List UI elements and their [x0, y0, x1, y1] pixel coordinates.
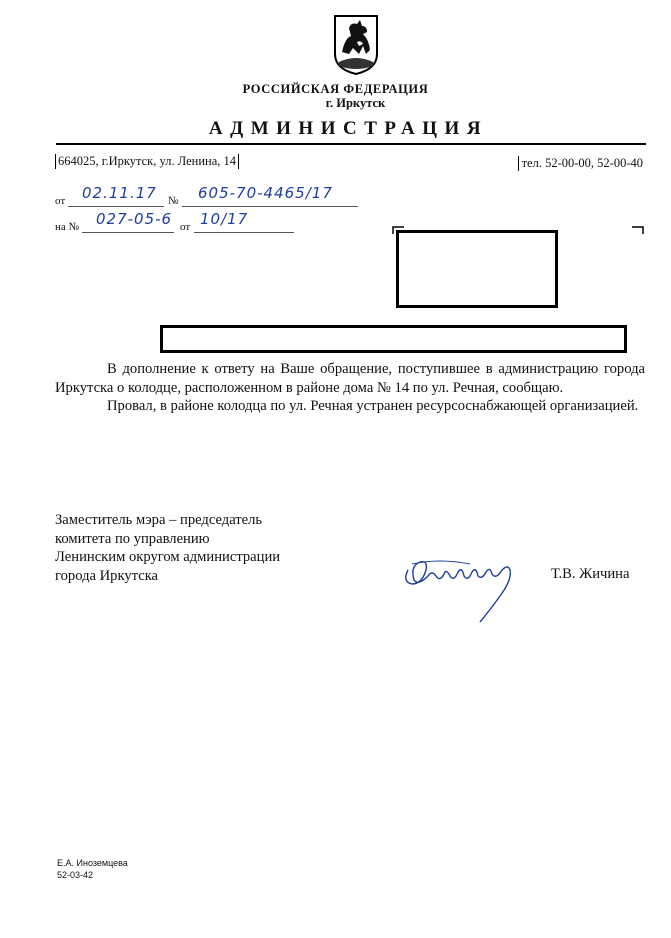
from-date-handwritten: 02.11.17	[82, 184, 157, 202]
signatory-title	[55, 511, 280, 585]
on-from-field	[194, 210, 294, 233]
number-label: №	[168, 195, 179, 207]
on-number-handwritten: 027-05-6	[96, 210, 173, 228]
address-text: 664025, г.Иркутск, ул. Ленина, 14	[55, 154, 239, 169]
number-field	[182, 184, 358, 207]
body-paragraph-2: Провал, в районе колодца по ул. Речная устранен ресурсоснабжающей организацией.	[107, 398, 639, 414]
coat-of-arms-emblem	[333, 14, 379, 76]
executor-info	[57, 857, 128, 881]
addressee-redaction	[396, 230, 558, 308]
address-corner-right	[632, 226, 644, 234]
from-field	[68, 184, 164, 207]
header-divider	[56, 143, 646, 145]
number-handwritten: 605-70-4465/17	[198, 184, 333, 202]
executor-name: Е.А. Иноземцева	[57, 858, 128, 868]
phone-text: тел. 52-00-00, 52-00-40	[518, 156, 643, 171]
executor-phone: 52-03-42	[57, 870, 94, 880]
from-label: от	[55, 195, 66, 207]
on-number-label: на №	[55, 221, 80, 233]
handwritten-signature	[400, 540, 520, 625]
signatory-line-2: комитета по управлению	[55, 530, 210, 547]
on-number-field	[82, 210, 174, 233]
signatory-line-4: города Иркутска	[55, 567, 159, 584]
signatory-name: Т.В. Жичина	[551, 566, 630, 582]
country-title: РОССИЙСКАЯ ФЕДЕРАЦИЯ	[242, 82, 429, 96]
signatory-line-1: Заместитель мэра – председатель	[55, 512, 263, 528]
on-from-handwritten: 10/17	[200, 210, 249, 228]
body-paragraph-1: В дополнение к ответу на Ваше обращение, поступившее в администрацию города Иркутска о колодце, расположенном в районе дома № 14 по ул. Речная, сообщаю.	[55, 361, 645, 396]
salutation-redaction	[160, 325, 627, 353]
letter-body	[55, 360, 645, 416]
on-from-label: от	[180, 221, 191, 233]
signatory-line-3: Ленинским округом администрации	[55, 549, 281, 565]
administration-title: АДМИНИСТРАЦИЯ	[208, 118, 489, 139]
city-title: г. Иркутск	[325, 96, 386, 110]
